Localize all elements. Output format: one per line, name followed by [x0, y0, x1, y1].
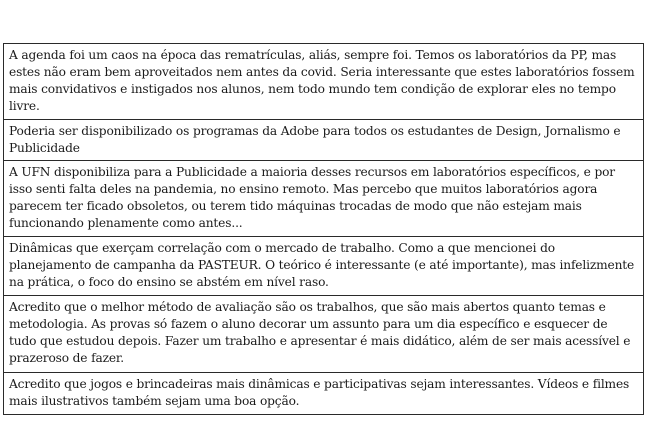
table-row — [4, 44, 644, 120]
response-cell: Dinâmicas que exerçam correlação com o mercado de trabalho. Como a que mencionei do planejamento de campanha da PASTEUR. O teórico é interessante (e até importante), mas infelizmente na prática, o foco do ensino se abstém em nível raso. — [4, 237, 644, 296]
table-row — [4, 120, 644, 161]
response-cell: Acredito que jogos e brincadeiras mais dinâmicas e participativas sejam interessantes. Vídeos e filmes mais ilustrativos também sejam uma boa opção. — [4, 373, 644, 415]
response-cell: Poderia ser disponibilizado os programas da Adobe para todos os estudantes de Design, Jornalismo e Publicidade — [4, 120, 644, 161]
table-row — [4, 296, 644, 373]
responses-table — [3, 43, 644, 415]
table-row — [4, 237, 644, 296]
response-cell: A agenda foi um caos na época das rematrículas, aliás, sempre foi. Temos os laboratórios da PP, mas estes não eram bem aproveitados nem antes da covid. Seria interessante que estes laboratórios fossem mais convidativos e instigados nos alunos, nem todo mundo tem condição de explorar eles no tempo livre. — [4, 44, 644, 120]
table-row — [4, 161, 644, 237]
table-row — [4, 373, 644, 415]
response-cell: Acredito que o melhor método de avaliação são os trabalhos, que são mais abertos quanto temas e metodologia. As provas só fazem o aluno decorar um assunto para um dia específico e esquecer de tudo que estudou depois. Fazer um trabalho e apresentar é mais didático, além de ser mais acessível e prazeroso de fazer. — [4, 296, 644, 373]
response-cell: A UFN disponibiliza para a Publicidade a maioria desses recursos em laboratórios específicos, e por isso senti falta deles na pandemia, no ensino remoto. Mas percebo que muitos laboratórios agora parecem ter ficado obsoletos, ou terem tido máquinas trocadas de modo que não estejam mais funcionando plenamente como antes... — [4, 161, 644, 237]
